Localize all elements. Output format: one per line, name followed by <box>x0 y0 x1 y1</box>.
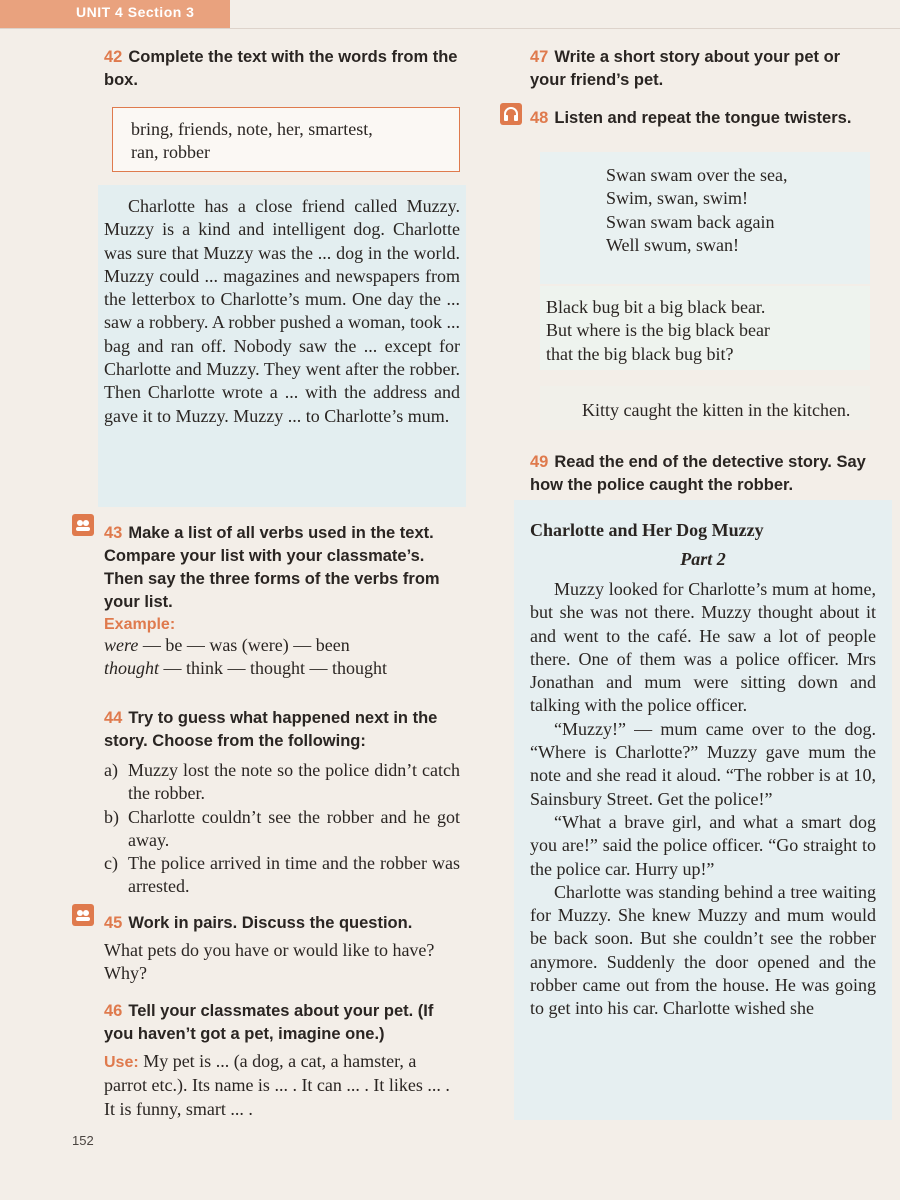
tongue-twister-3 <box>582 399 872 422</box>
exercise-48 <box>530 107 880 130</box>
unit-label: UNIT 4 Section 3 <box>76 4 195 20</box>
option-text: Muzzy lost the note so the police didn’t catch the robber. <box>128 760 460 804</box>
exercise-number: 44 <box>104 709 123 727</box>
word-box <box>112 107 460 172</box>
example-word: were <box>104 635 139 655</box>
option-text: The police arrived in time and the robber was arrested. <box>128 853 460 897</box>
header-divider <box>0 28 900 29</box>
example-line-1 <box>104 634 460 657</box>
tongue-twister-1 <box>606 164 866 257</box>
exercise-number: 43 <box>104 524 123 542</box>
twister-line: Swan swam back again <box>606 211 775 232</box>
story-paragraph: “What a brave girl, and what a smart dog you are!” said the police officer. “Go straight to the police car. Hurry up!” <box>530 811 876 879</box>
tongue-twister-2 <box>546 296 866 366</box>
pair-work-icon <box>72 904 94 926</box>
exercise-title: Make a list of all verbs used in the text. Compare your list with your classmate’s. Then say the three forms of the verbs from your list. <box>104 524 440 611</box>
exercise-number: 47 <box>530 48 549 66</box>
exercise-number: 42 <box>104 48 123 66</box>
use-label: Use: <box>104 1054 139 1071</box>
headphones-icon <box>500 103 522 125</box>
twister-line: Swim, swan, swim! <box>606 188 749 209</box>
exercise-42-story <box>104 195 460 428</box>
twister-line: Black bug bit a big black bear. <box>546 297 766 317</box>
pair-work-icon <box>72 514 94 536</box>
example-word: thought <box>104 658 160 679</box>
exercise-title: Try to guess what happened next in the story. Choose from the following: <box>104 709 438 750</box>
option-a <box>104 759 460 806</box>
story-paragraph: “Muzzy!” — mum came over to the dog. “Where is Charlotte?” Muzzy gave mum the note and she read it aloud. “The robber is at 10, Sainsbury Street. Get the police!” <box>530 718 876 809</box>
detective-story <box>530 520 876 1021</box>
exercise-number: 49 <box>530 453 549 471</box>
exercise-44 <box>104 707 460 899</box>
example-forms: — be — was (were) — been <box>138 635 350 655</box>
twister-line: that the big black bug bit? <box>546 343 734 364</box>
option-label: c) <box>104 853 118 874</box>
option-b <box>104 806 460 853</box>
example-line-2 <box>104 657 460 680</box>
exercise-43 <box>104 522 460 681</box>
story-part: Part 2 <box>680 549 726 569</box>
twister-line: Well swum, swan! <box>606 234 740 255</box>
exercise-title: Write a short story about your pet or your friend’s pet. <box>530 48 841 89</box>
exercise-42-heading <box>104 46 460 92</box>
word-box-line-1: bring, friends, note, her, smartest, <box>131 119 373 139</box>
exercise-46 <box>104 1000 460 1121</box>
discussion-question: What pets do you have or would like to have? Why? <box>104 940 435 984</box>
use-text: My pet is ... (a dog, a cat, a hamster, a parrot etc.). Its name is ... . It can ... . It likes ... . It is funny, smart ... . <box>104 1051 450 1119</box>
example-forms: — think — thought — thought <box>159 658 388 679</box>
example-label: Example: <box>104 616 176 633</box>
exercise-title: Work in pairs. Discuss the question. <box>128 914 413 932</box>
exercise-title: Listen and repeat the tongue twisters. <box>554 109 852 127</box>
exercise-number: 48 <box>530 109 549 127</box>
exercise-47 <box>530 46 880 92</box>
exercise-title: Complete the text with the words from the box. <box>104 48 458 89</box>
option-text: Charlotte couldn’t see the robber and he got away. <box>128 806 460 850</box>
gap-fill-story: Charlotte has a close friend called Muzzy. Muzzy is a kind and intelligent dog. Charlotte was sure that Muzzy was the ... dog in the world. Muzzy could ... magazines and newspapers from the letterbox to Charlotte’s mum. One day the ... saw a robbery. A robber pushed a woman, took ... bag and ran off. Nobody saw the ... except for Charlotte and Muzzy. They went after the robber. Then Charlotte wrote a ... with the address and gave it to Muzzy. Muzzy ... to Charlotte’s mum. <box>104 196 460 426</box>
story-title: Charlotte and Her Dog Muzzy <box>530 520 764 540</box>
story-paragraph: Charlotte was standing behind a tree waiting for Muzzy. She knew Muzzy and mum would be back soon. But she couldn’t see the robber anymore. Suddenly the door opened and the robber came out from the house. He was going to get into his car. Charlotte wished she <box>530 881 876 1019</box>
twister-line: Swan swam over the sea, <box>606 165 788 185</box>
exercise-number: 45 <box>104 914 123 932</box>
page-number: 152 <box>72 1133 94 1148</box>
option-c <box>104 852 460 899</box>
exercise-number: 46 <box>104 1002 123 1020</box>
exercise-45 <box>104 912 460 986</box>
word-box-line-2: ran, robber <box>131 142 210 162</box>
exercise-title: Read the end of the detective story. Say how the police caught the robber. <box>530 453 866 494</box>
option-label: b) <box>104 806 119 827</box>
twister-line: But where is the big black bear <box>546 320 770 341</box>
use-prompt <box>104 1050 460 1121</box>
exercise-49 <box>530 451 880 497</box>
exercise-title: Tell your classmates about your pet. (If you haven’t got a pet, imagine one.) <box>104 1002 434 1043</box>
story-paragraph: Muzzy looked for Charlotte’s mum at home, but she was not there. Muzzy thought about it and went to the café. He saw a lot of people there. One of them was a police officer. Mrs Jonathan and mum were sitting down and talking with the police officer. <box>530 579 876 716</box>
option-label: a) <box>104 760 118 780</box>
twister-line: Kitty caught the kitten in the kitchen. <box>582 400 851 420</box>
